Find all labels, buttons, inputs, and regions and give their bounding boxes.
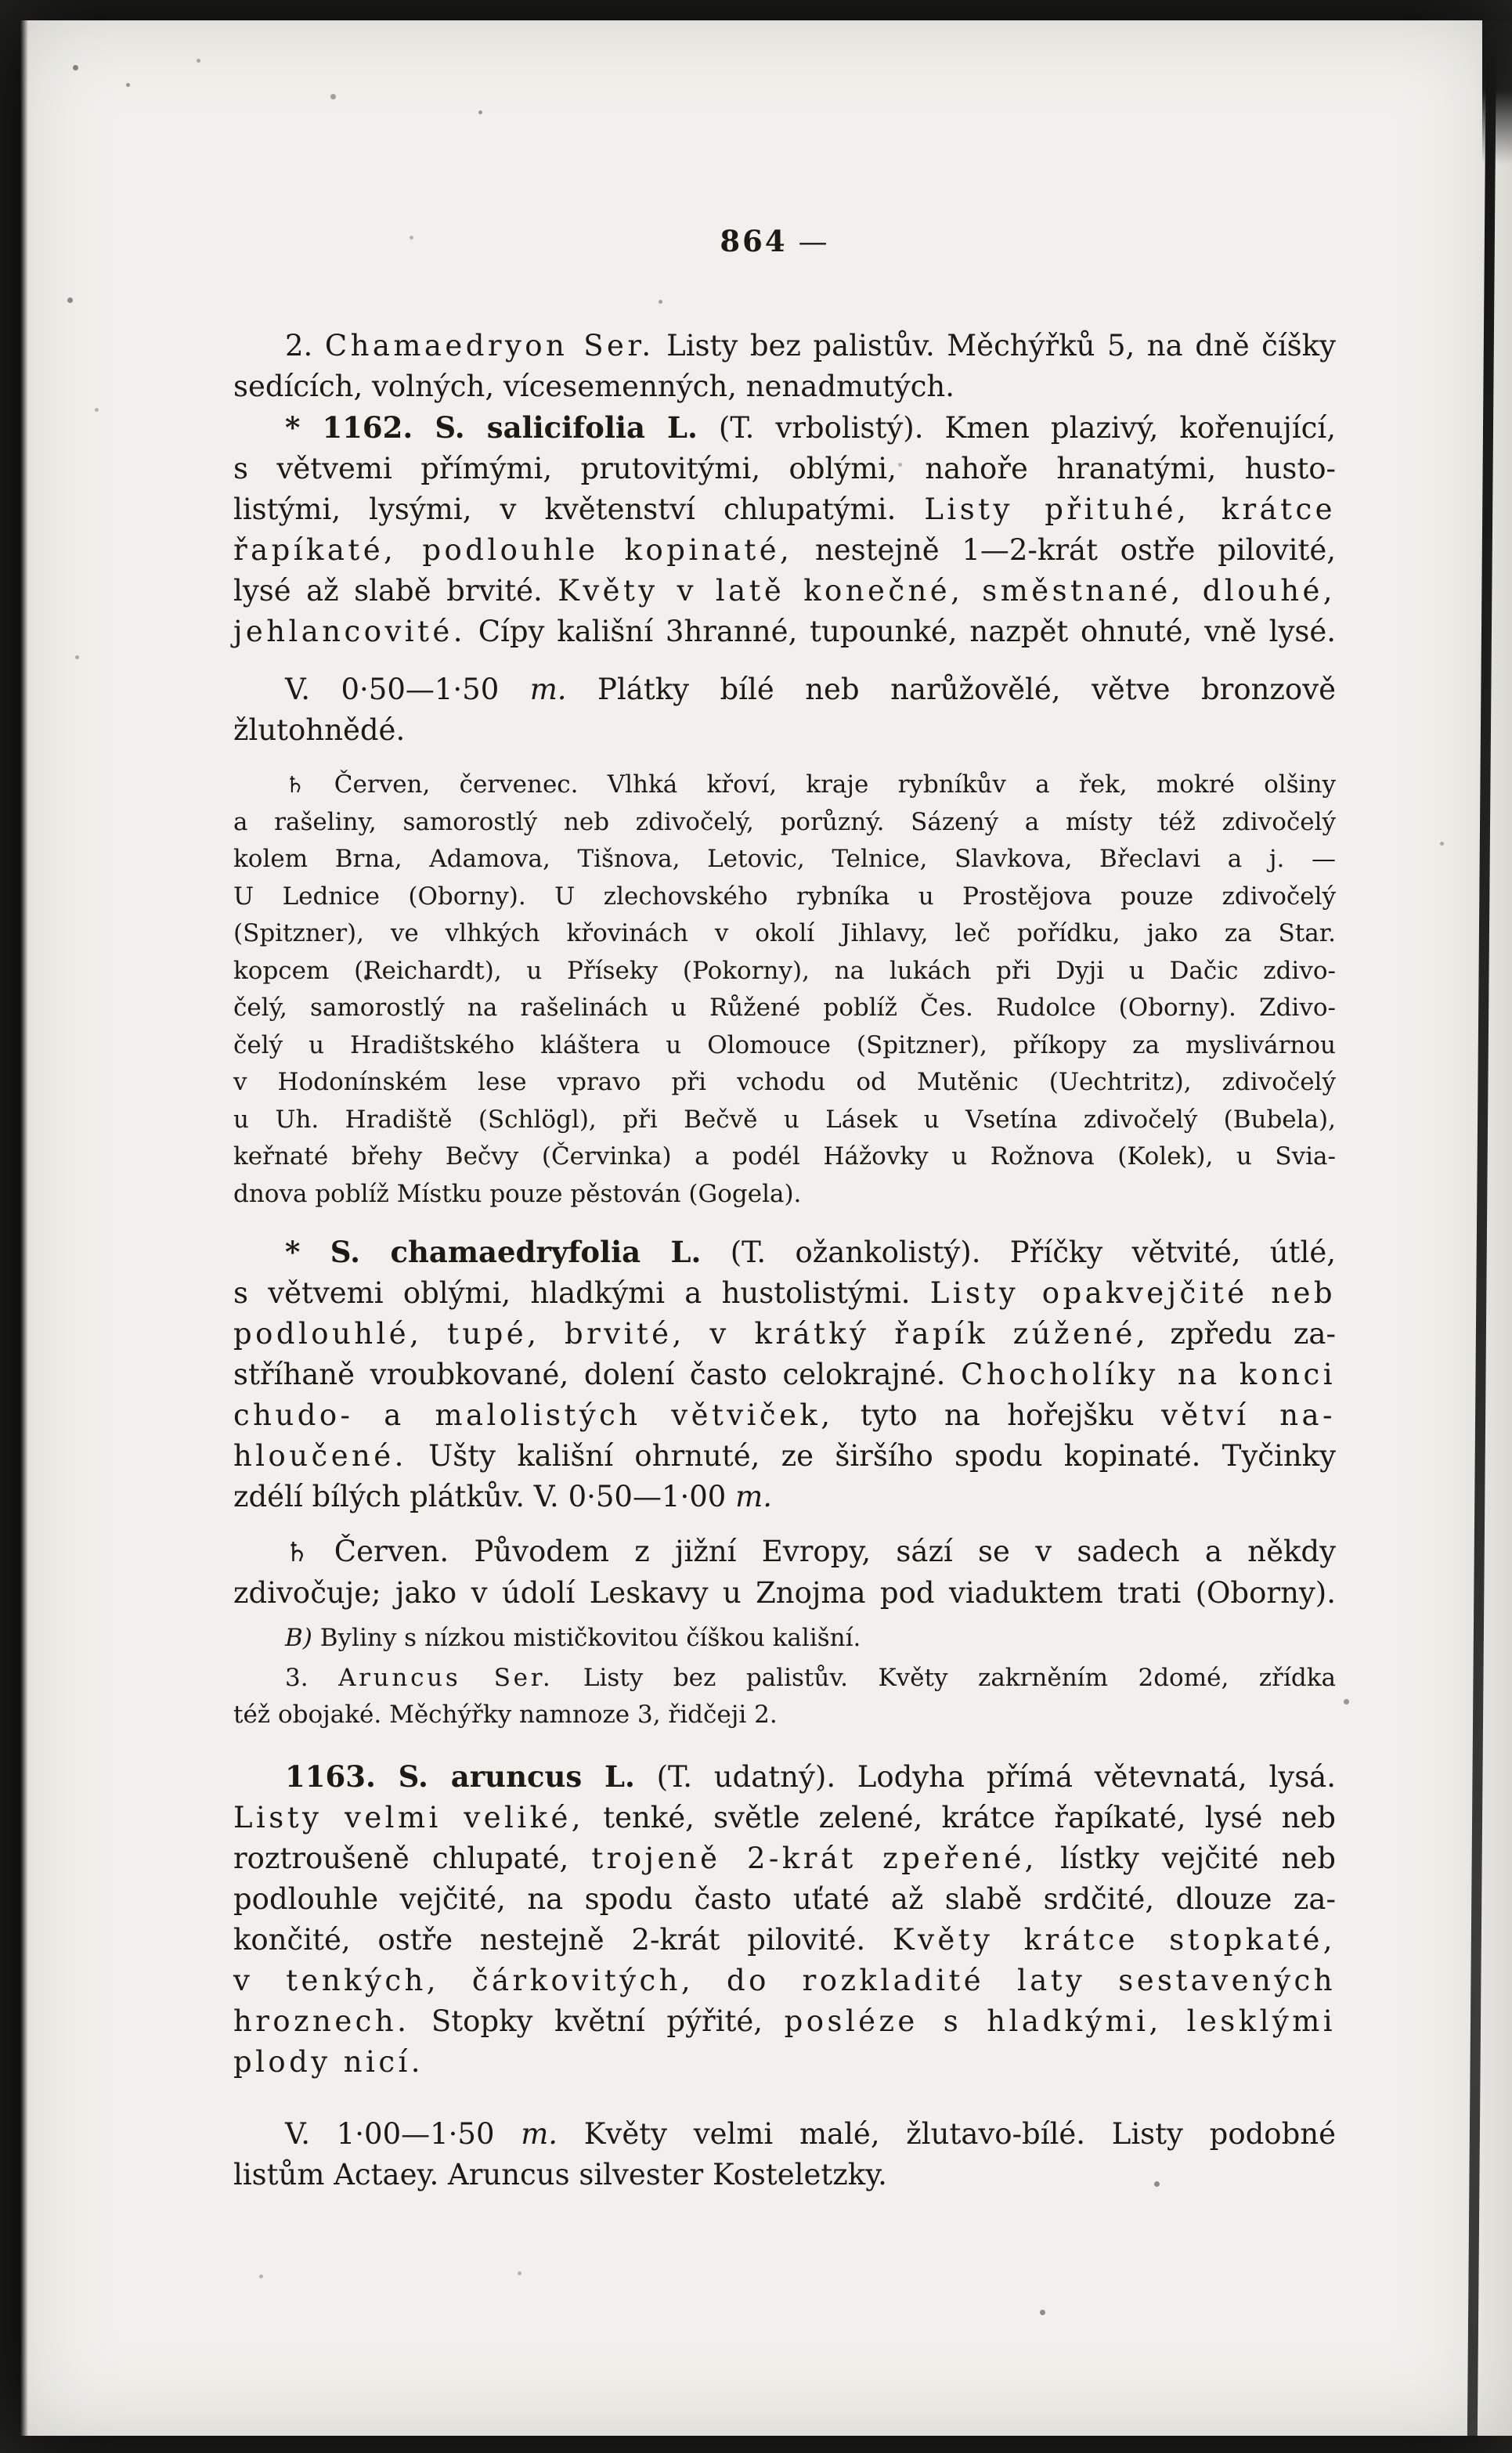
text-segment: Červen, červenec. Vlhká křoví, kraje rybníkův a řek, mokré olšiny <box>305 770 1336 799</box>
para-1162-habitat <box>233 767 1336 1213</box>
text-line <box>233 571 1336 611</box>
text-line <box>233 669 1336 710</box>
text-line <box>233 767 1336 804</box>
text-line <box>233 1660 1336 1697</box>
paragraphs-container <box>233 326 1336 2195</box>
text-segment: zpředu za- <box>1149 1317 1336 1351</box>
text-line <box>233 953 1336 990</box>
para-species-1163 <box>233 1756 1336 2083</box>
text-line <box>233 2042 1336 2083</box>
text-segment: hroznech. <box>233 2004 410 2038</box>
para-1162-dimensions <box>233 669 1336 751</box>
para-species-1162 <box>233 407 1336 652</box>
text-segment: 1163. S. aruncus L. <box>285 1759 635 1794</box>
text-segment: * 1162. S. salicifolia L. <box>285 410 698 445</box>
text-segment: (Spitzner), ve vlhkých křovinách v okolí Jihlavy, leč pořídku, jako za Star. <box>233 919 1336 947</box>
text-segment: v tenkých, čárkovitých, do rozkladité laty sestavených <box>233 1963 1336 1997</box>
text-segment: nestejně 1—2-krát ostře pilovité, <box>792 533 1336 567</box>
text-segment: řapíkaté, podlouhle kopinaté, <box>233 533 793 567</box>
text-line <box>233 2155 1336 2195</box>
text-segment: čelý, samorostlý na rašelinách u Růžené poblíž Čes. Rudolce (Oborny). Zdivo- <box>233 994 1336 1022</box>
text-line <box>233 1531 1336 1573</box>
text-segment: listými, lysými, v květenství chlupatými. <box>233 492 925 526</box>
text-segment: jehlancovité. <box>233 615 466 648</box>
text-line <box>233 1064 1336 1102</box>
text-segment: kolem Brna, Adamova, Tišnova, Letovic, Telnice, Slavkova, Břeclavi a j. — <box>233 845 1336 873</box>
text-segment: tyto na hořejšku <box>833 1398 1161 1432</box>
text-line <box>233 1314 1336 1355</box>
text-line <box>233 1273 1336 1314</box>
text-line <box>233 710 1336 751</box>
text-line <box>233 2001 1336 2042</box>
text-segment: chudo- a malolistých větviček, <box>233 1398 834 1432</box>
text-segment: Listy bez palistův. Měchýřků 5, na dně číšky <box>654 329 1336 363</box>
text-segment: Plátky bílé neb narůžovělé, větve bronzově <box>566 673 1336 706</box>
text-segment: zdélí bílých plátkův. V. 0·50—1·00 <box>233 1480 736 1513</box>
text-segment: u Uh. Hradiště (Schlögl), při Bečvě u Lásek u Vsetína zdivočelý (Bubela), <box>233 1105 1336 1134</box>
page-number: 864 <box>720 224 788 258</box>
text-line <box>233 1138 1336 1176</box>
text-segment: trojeně 2-krát zpeřené, <box>591 1841 1037 1875</box>
text-line <box>233 1395 1336 1436</box>
scan-border-bottom <box>0 2436 1512 2453</box>
text-segment: hloučené. <box>233 1439 407 1473</box>
page-number-dash: — <box>798 225 828 258</box>
text-segment: tenké, světle zelené, krátce řapíkaté, lysé neb <box>584 1800 1336 1834</box>
text-segment: keřnaté břehy Bečvy (Červinka) a podél Hážovky u Rožnova (Kolek), u Svia- <box>233 1142 1336 1171</box>
text-line <box>233 990 1336 1027</box>
text-segment: Červen. Původem z jižní Evropy, sází se v sadech a někdy <box>309 1535 1336 1568</box>
text-segment: Květy v latě konečné, směstnané, dlouhé, <box>558 574 1336 608</box>
text-segment: Cípy kališní 3hranné, tupounké, nazpět ohnuté, vně lysé. <box>465 615 1336 648</box>
text-line <box>233 1697 1336 1734</box>
text-segment: * S. chamaedryfolia L. <box>285 1235 702 1269</box>
text-segment: Chamaedryon Ser. <box>324 329 655 363</box>
text-segment: sedících, volných, vícesemenných, nenadmutých. <box>233 370 955 403</box>
text-line <box>233 1232 1336 1273</box>
text-segment: Květy velmi malé, žlutavo-bílé. Listy podobné <box>558 2116 1336 2151</box>
text-segment: (T. ožankolistý). Příčky větvité, útlé, <box>701 1236 1336 1269</box>
text-line <box>233 1838 1336 1879</box>
text-segment: Chocholíky na konci <box>961 1358 1336 1391</box>
text-segment: Ušty kališní ohrnuté, ze širšího spodu kopinaté. Tyčinky <box>406 1439 1336 1473</box>
text-line <box>233 1961 1336 2001</box>
text-segment: plody nicí. <box>233 2044 424 2079</box>
text-line <box>233 1879 1336 1920</box>
text-line <box>233 841 1336 878</box>
scan-border-left <box>0 0 28 2453</box>
text-line <box>233 878 1336 916</box>
text-column <box>233 225 1336 2195</box>
text-line <box>233 1798 1336 1838</box>
text-line <box>233 449 1336 489</box>
text-segment: Listy přituhé, krátce <box>924 492 1336 526</box>
text-line <box>233 1920 1336 1961</box>
text-segment: lístky vejčité neb <box>1037 1841 1336 1875</box>
text-segment: Květy krátce stopkaté, <box>893 1922 1336 1957</box>
text-segment: m. <box>521 2116 558 2151</box>
text-segment: B) <box>285 1624 312 1652</box>
scan-border-top <box>0 0 1512 20</box>
text-segment: končité, ostře nestejně 2-krát pilovité. <box>233 1922 893 1957</box>
text-line <box>233 1620 1336 1658</box>
text-segment: a rašeliny, samorostlý neb zdivočelý, porůzný. Sázený a místy též zdivočelý <box>233 807 1336 836</box>
text-segment: U Lednice (Oborny). U zlechovského rybníka u Prostějova pouze zdivočelý <box>233 882 1336 911</box>
text-line <box>233 326 1336 366</box>
text-segment: v Hodonínském lese vpravo při vchodu od Mutěnic (Uechtritz), zdivočelý <box>233 1068 1336 1096</box>
text-segment: m. <box>529 673 567 706</box>
saturn-symbol: ♄ <box>285 772 305 798</box>
saturn-symbol: ♄ <box>285 1537 309 1568</box>
text-segment: podlouhlé, tupé, brvité, v krátký řapík zúžené, <box>233 1317 1149 1351</box>
text-segment: Stopky květní pýřité, <box>410 2004 785 2038</box>
text-segment: Aruncus Ser. <box>338 1663 554 1692</box>
text-line <box>233 1477 1336 1517</box>
text-segment: 3. <box>285 1663 339 1692</box>
text-segment: s větvemi přímými, prutovitými, oblými, nahoře hranatými, husto- <box>233 452 1336 485</box>
text-segment: lysé až slabě brvité. <box>233 574 558 608</box>
text-segment: listům Actaey. Aruncus silvester Kosteletzky. <box>233 2157 887 2191</box>
text-line <box>233 611 1336 652</box>
text-line <box>233 1027 1336 1065</box>
text-segment: kopcem (Reichardt), u Příseky (Pokorny), na lukách při Dyji u Dačic zdivo- <box>233 956 1336 985</box>
text-segment: čelý u Hradištského kláštera u Olomouce (Spitzner), příkopy za myslivárnou <box>233 1030 1336 1059</box>
text-line <box>233 804 1336 842</box>
text-segment: zdivočuje; jako v údolí Leskavy u Znojma pod viaduktem trati (Oborny). <box>233 1576 1336 1610</box>
text-line <box>233 2114 1336 2155</box>
text-segment: dnova poblíž Místku pouze pěstován (Gogela). <box>233 1179 802 1208</box>
text-segment: též obojaké. Měchýřky namnoze 3, řidčeji 2. <box>233 1701 778 1729</box>
page-number-row <box>222 225 1325 258</box>
text-segment: 2. <box>285 329 325 363</box>
para-section-b <box>233 1620 1336 1658</box>
para-1163-dimensions <box>233 2114 1336 2195</box>
text-segment: V. 1·00—1·50 <box>285 2116 521 2151</box>
text-line <box>233 366 1336 407</box>
text-segment: Byliny s nízkou mističkovitou číškou kališní. <box>312 1624 861 1652</box>
text-line <box>233 1436 1336 1477</box>
para-genus-chamaedryon <box>233 326 1336 407</box>
text-line <box>233 1756 1336 1798</box>
para-species-chamaedryfolia <box>233 1232 1336 1517</box>
text-segment: větví na- <box>1160 1398 1337 1432</box>
text-segment: podlouhle vejčité, na spodu často uťaté až slabě srdčité, dlouze za- <box>233 1881 1336 1916</box>
text-line <box>233 915 1336 953</box>
text-line <box>233 1176 1336 1214</box>
para-chamaedryfolia-phenology <box>233 1531 1336 1614</box>
text-line <box>233 1573 1336 1614</box>
text-line <box>233 407 1336 449</box>
text-line <box>233 489 1336 530</box>
text-segment: posléze s hladkými, lesklými <box>784 2004 1336 2038</box>
para-genus-aruncus <box>233 1660 1336 1734</box>
text-segment: (T. udatný). Lodyha přímá větevnatá, lysá. <box>634 1759 1337 1794</box>
text-line <box>233 1355 1336 1395</box>
text-segment: roztroušeně chlupaté, <box>233 1841 592 1875</box>
text-segment: žlutohnědé. <box>233 713 406 747</box>
text-segment: Listy bez palistův. Květy zakrněním 2domé, zřídka <box>553 1663 1336 1692</box>
text-line <box>233 1102 1336 1139</box>
text-segment: V. 0·50—1·50 <box>285 673 530 706</box>
text-segment: Listy opakvejčité neb <box>929 1276 1336 1310</box>
text-segment: (T. vrbolistý). Kmen plazivý, kořenující, <box>697 411 1336 445</box>
text-segment: s větvemi oblými, hladkými a hustolistými. <box>233 1276 930 1310</box>
binding-shadow-line <box>1467 31 1496 2439</box>
text-segment: m. <box>735 1480 772 1513</box>
text-segment: Listy velmi veliké, <box>233 1800 585 1834</box>
text-segment: stříhaně vroubkované, dolení často celokrajné. <box>233 1358 962 1391</box>
text-line <box>233 530 1336 571</box>
